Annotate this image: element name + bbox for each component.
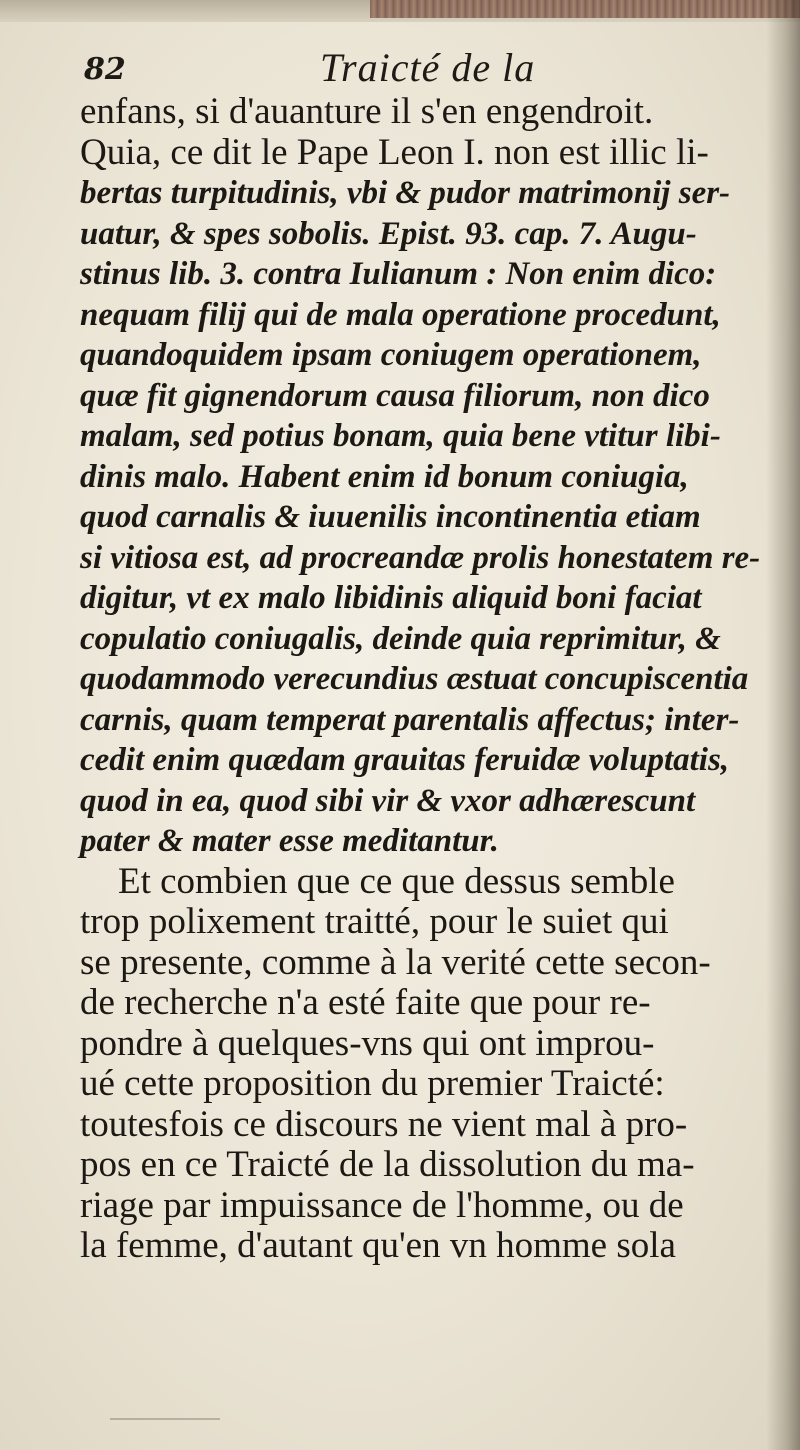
quote-line: quod in ea, quod sibi vir & vxor adhærescunt (80, 782, 696, 819)
text-line: ué cette proposition du premier Traicté: (80, 1063, 665, 1104)
quote-line: malam, sed potius bonam, quia bene vtitur libi- (80, 418, 721, 454)
quote-line: quandoquidem ipsam coniugem operationem, (80, 337, 702, 373)
quote-line: quod carnalis & iuuenilis incontinentia etiam (80, 499, 701, 535)
page-top-edge (0, 0, 800, 22)
quote-line: carnis, quam temperat parentalis affectus; inter- (80, 701, 740, 738)
text-line: la femme, d'autant qu'en vn homme sola (80, 1225, 676, 1266)
quote-line: bertas turpitudinis, vbi & pudor matrimonij ser- (80, 175, 731, 211)
text-line: Quia, ce dit le Pape Leon I. non est illic li- (80, 131, 709, 173)
quote-line: quæ fit gignendorum causa filiorum, non dico (80, 377, 710, 414)
text-line: toutesfois ce discours ne vient mal à pro- (80, 1103, 688, 1145)
text-line: trop polixement traitté, pour le suiet qui (80, 901, 669, 942)
bottom-rule (110, 1418, 220, 1420)
quote-line: copulatio coniugalis, deinde quia reprimitur, & (80, 620, 721, 657)
text-line: se presente, comme à la verité cette secon- (80, 941, 711, 983)
quote-line: digitur, vt ex malo libidinis aliquid boni faciat (80, 580, 702, 616)
paragraph-start-line: Et combien que ce que dessus semble (118, 860, 675, 902)
quote-line: dinis malo. Habent enim id bonum coniugia, (80, 458, 689, 495)
quote-line: stinus lib. 3. contra Iulianum : Non enim dico: (80, 256, 717, 292)
quote-line: si vitiosa est, ad procreandæ prolis honestatem re- (80, 539, 761, 576)
text-line: enfans, si d'auanture il s'en engendroit. (80, 91, 654, 132)
text-line: pos en ce Traicté de la dissolution du ma- (80, 1144, 695, 1185)
quote-line: nequam filij qui de mala operatione procedunt, (80, 296, 721, 333)
running-title: Traicté de la (320, 45, 536, 90)
quote-line: cedit enim quædam grauitas feruidæ voluptatis, (80, 742, 730, 778)
text-line: riage par impuissance de l'homme, ou de (80, 1184, 684, 1226)
body-text (80, 92, 786, 1267)
quote-line: quodammodo verecundius æstuat concupiscentia (80, 661, 749, 697)
binding-strip (370, 0, 800, 18)
quote-line: uatur, & spes sobolis. Epist. 93. cap. 7. Augu- (80, 215, 697, 252)
text-line: de recherche n'a esté faite que pour re- (80, 982, 651, 1023)
page-number: 82 (84, 52, 126, 87)
quote-line: pater & mater esse meditantur. (80, 823, 499, 859)
text-line: pondre à quelques-vns qui ont improu- (80, 1022, 655, 1064)
